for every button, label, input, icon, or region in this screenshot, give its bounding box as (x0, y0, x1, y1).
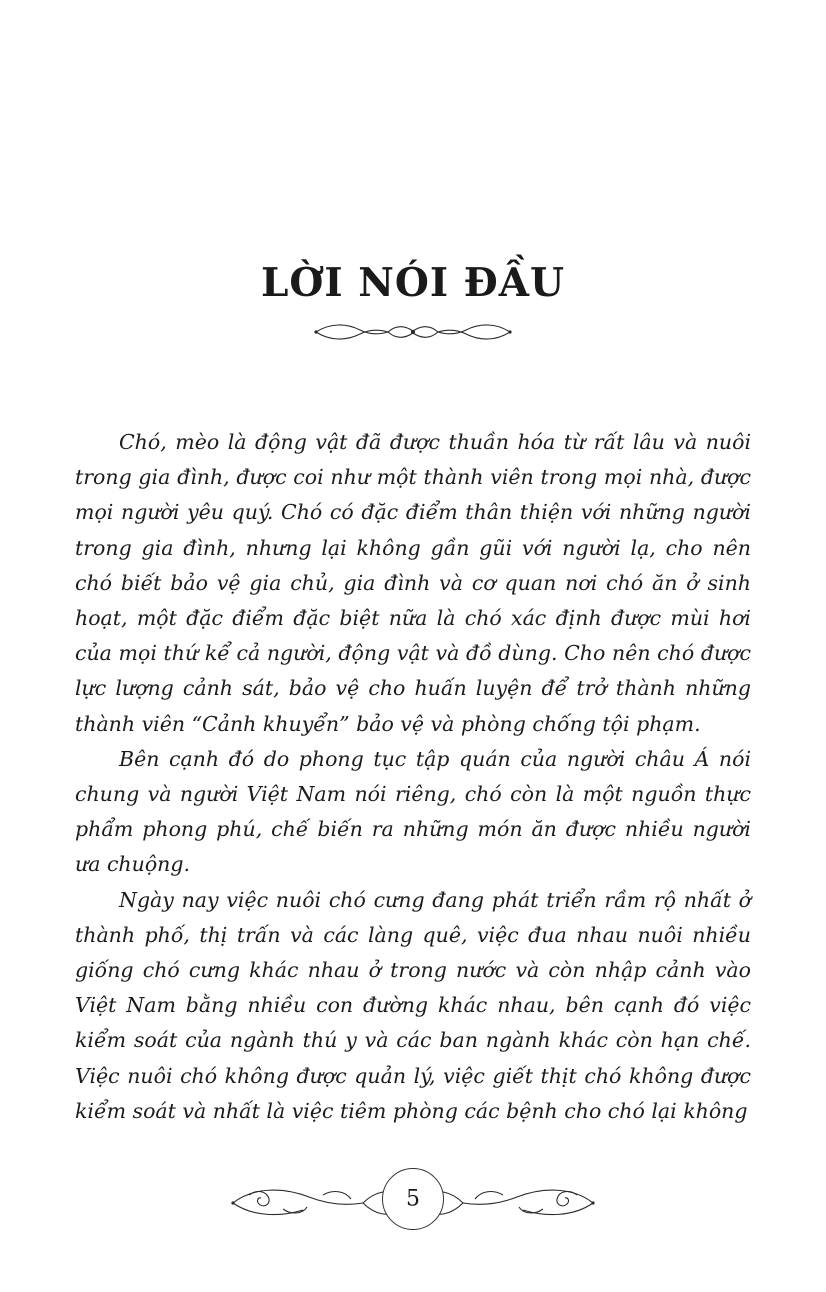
paragraph (75, 883, 751, 1129)
page-title: LỜI NÓI ĐẦU (260, 260, 565, 306)
paragraph (75, 425, 751, 742)
paragraph-text: Chó, mèo là động vật đã được thuần hóa từ rất lâu và nuôi trong gia đình, được coi như một thành viên trong mọi nhà, được mọi người yêu quý. Chó có đặc điểm thân thiện với những người trong gia đình, nhưng lại không gần gũi với người lạ, cho nên chó biết bảo vệ gia chủ, gia đình và cơ quan nơi chó ăn ở sinh hoạt, một đặc điểm đặc biệt nữa là chó xác định được mùi hơi của mọi thứ kể cả người, động vật và đồ dùng. Cho nên chó được lực lượng cảnh sát, bảo vệ cho huấn luyện để trở thành những thành viên “Cảnh khuyển” bảo vệ và phòng chống tội phạm. (75, 429, 751, 736)
paragraph-text: Bên cạnh đó do phong tục tập quán của người châu Á nói chung và người Việt Nam nói riêng, chó còn là một nguồn thực phẩm phong phú, chế biến ra những món ăn được nhiều người ưa chuộng. (75, 746, 751, 877)
page-content (75, 0, 751, 1292)
footer-ornament-wrap (223, 1164, 603, 1234)
page-footer (0, 1164, 826, 1234)
page-number: 5 (406, 1186, 420, 1212)
paragraph (75, 742, 751, 883)
paragraph-text: Ngày nay việc nuôi chó cưng đang phát triển rầm rộ nhất ở thành phố, thị trấn và các làng quê, việc đua nhau nuôi nhiều giống chó cưng khác nhau ở trong nước và còn nhập cảnh vào Việt Nam bằng nhiều con đường khác nhau, bên cạnh đó việc kiểm soát của ngành thú y và các ban ngành khác còn hạn chế. Việc nuôi chó không được quản lý, việc giết thịt chó không được kiểm soát và nhất là việc tiêm phòng các bệnh cho chó lại không (75, 887, 751, 1123)
flourish-divider-icon (308, 319, 518, 345)
